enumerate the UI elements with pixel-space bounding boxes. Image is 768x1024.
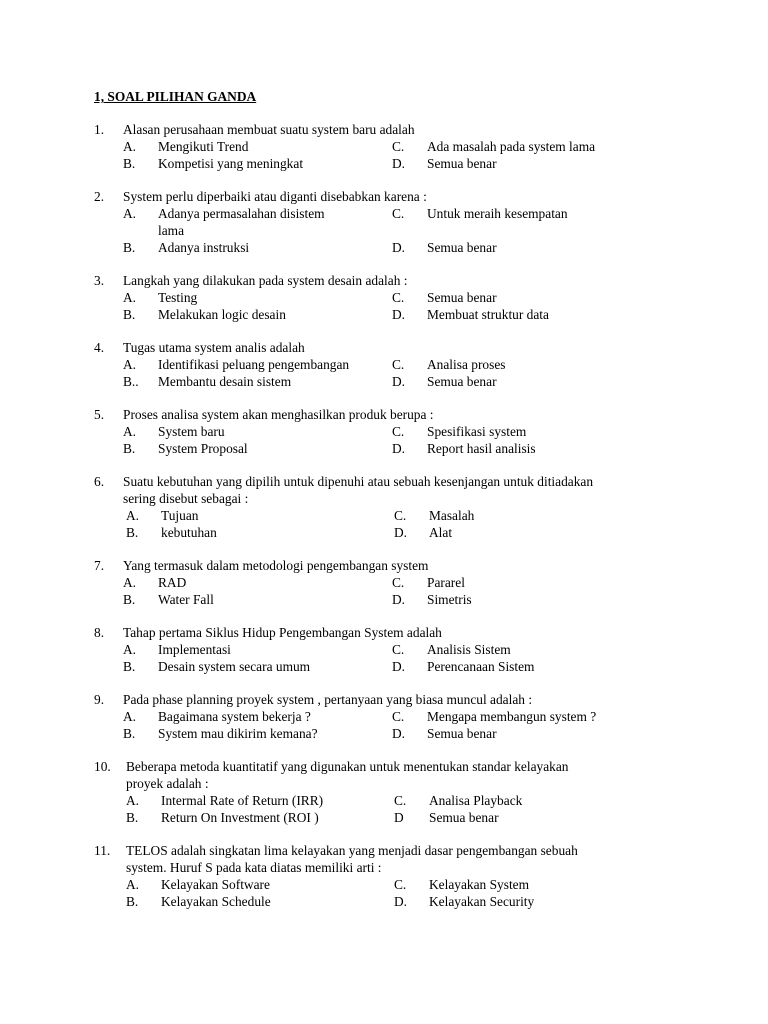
option-a-letter: A. — [123, 357, 137, 372]
option-b-text: System Proposal — [158, 441, 248, 456]
option-d-text: Semua benar — [427, 726, 497, 741]
option-a-letter: A. — [123, 642, 137, 657]
option-c-text: Spesifikasi system — [427, 424, 527, 439]
option-a-text: System baru — [158, 424, 225, 439]
option-a-letter: A. — [126, 793, 140, 808]
question-number: 9. — [94, 692, 105, 707]
option-d-text: Perencanaan Sistem — [427, 659, 535, 674]
option-c-letter: C. — [392, 424, 405, 439]
option-a-letter: A. — [123, 290, 137, 305]
question-text: Proses analisa system akan menghasilkan produk berupa : — [123, 407, 434, 422]
question-text: Tugas utama system analis adalah — [123, 340, 305, 355]
question-text: Langkah yang dilakukan pada system desain adalah : — [123, 273, 408, 288]
question-text-line-2: system. Huruf S pada kata diatas memiliki arti : — [126, 860, 382, 875]
question-number: 3. — [94, 273, 105, 288]
option-d-letter: D. — [392, 374, 406, 389]
option-d-letter: D. — [394, 525, 408, 540]
option-b-letter: B. — [126, 525, 139, 540]
question-text-line-2: sering disebut sebagai : — [123, 491, 249, 506]
question-text-line-2: proyek adalah : — [126, 776, 209, 791]
option-d-text: Semua benar — [427, 374, 497, 389]
option-d-text: Membuat struktur data — [427, 307, 549, 322]
option-d-text: Kelayakan Security — [429, 894, 535, 909]
option-c-text: Untuk meraih kesempatan — [427, 206, 568, 221]
question-text: Yang termasuk dalam metodologi pengembangan system — [123, 558, 429, 573]
option-d-letter: D. — [392, 592, 406, 607]
option-b-text: Return On Investment (ROI ) — [161, 810, 319, 825]
option-a-letter: A. — [123, 709, 137, 724]
option-b-letter: B. — [123, 307, 136, 322]
option-d-text: Semua benar — [427, 156, 497, 171]
option-c-text: Masalah — [429, 508, 475, 523]
option-d-letter: D. — [392, 156, 406, 171]
option-a-text: Intermal Rate of Return (IRR) — [161, 793, 324, 808]
option-a-text: Tujuan — [161, 508, 199, 523]
question-text: Alasan perusahaan membuat suatu system baru adalah — [123, 122, 415, 137]
option-b-letter: B. — [126, 894, 139, 909]
option-a-letter: A. — [123, 424, 137, 439]
option-c-letter: C. — [392, 709, 405, 724]
option-d-letter: D. — [392, 441, 406, 456]
option-b-letter: B. — [126, 810, 139, 825]
option-c-letter: C. — [392, 206, 405, 221]
option-a-letter: A. — [123, 139, 137, 154]
option-c-letter: C. — [392, 290, 405, 305]
question-text: System perlu diperbaiki atau diganti disebabkan karena : — [123, 189, 427, 204]
option-c-letter: C. — [394, 793, 407, 808]
option-c-letter: C. — [392, 357, 405, 372]
option-b-text: Desain system secara umum — [158, 659, 311, 674]
question-text: Tahap pertama Siklus Hidup Pengembangan System adalah — [123, 625, 442, 640]
question-text: Beberapa metoda kuantitatif yang digunakan untuk menentukan standar kelayakan — [126, 759, 569, 774]
question-number: 6. — [94, 474, 105, 489]
option-a-letter: A. — [123, 206, 137, 221]
option-c-letter: C. — [392, 575, 405, 590]
option-b-text: Adanya instruksi — [158, 240, 250, 255]
option-d-text: Report hasil analisis — [427, 441, 536, 456]
option-c-text: Analisa proses — [427, 357, 506, 372]
option-b-letter: B.. — [123, 374, 139, 389]
option-b-text: Membantu desain sistem — [158, 374, 292, 389]
question-number: 10. — [94, 759, 111, 774]
option-b-letter: B. — [123, 441, 136, 456]
question-number: 8. — [94, 625, 105, 640]
option-b-letter: B. — [123, 592, 136, 607]
option-a-letter: A. — [123, 575, 137, 590]
option-d-letter: D. — [392, 726, 406, 741]
question-number: 2. — [94, 189, 105, 204]
option-c-letter: C. — [394, 508, 407, 523]
option-a-text: Bagaimana system bekerja ? — [158, 709, 311, 724]
section-heading: 1, SOAL PILIHAN GANDA — [94, 89, 257, 104]
question-number: 5. — [94, 407, 105, 422]
question-text: TELOS adalah singkatan lima kelayakan yang menjadi dasar pengembangan sebuah — [126, 843, 578, 858]
option-d-letter: D — [394, 810, 404, 825]
question-text: Pada phase planning proyek system , pertanyaan yang biasa muncul adalah : — [123, 692, 533, 707]
option-b-letter: B. — [123, 726, 136, 741]
question-text: Suatu kebutuhan yang dipilih untuk dipenuhi atau sebuah kesenjangan untuk ditiadakan — [123, 474, 594, 489]
option-b-text: Kelayakan Schedule — [161, 894, 271, 909]
question-number: 4. — [94, 340, 105, 355]
option-b-text: kebutuhan — [161, 525, 217, 540]
option-a-text: Identifikasi peluang pengembangan — [158, 357, 350, 372]
option-d-text: Simetris — [427, 592, 472, 607]
option-a-text: Implementasi — [158, 642, 231, 657]
option-c-text: Analisis Sistem — [427, 642, 511, 657]
option-d-letter: D. — [394, 894, 408, 909]
question-number: 11. — [94, 843, 111, 858]
option-a-letter: A. — [126, 877, 140, 892]
option-b-text: Water Fall — [158, 592, 214, 607]
option-b-text: Kompetisi yang meningkat — [158, 156, 304, 171]
option-d-text: Alat — [429, 525, 453, 540]
option-a-text: Mengikuti Trend — [158, 139, 249, 154]
option-a-letter: A. — [126, 508, 140, 523]
option-c-letter: C. — [394, 877, 407, 892]
option-a-text: RAD — [158, 575, 187, 590]
option-d-letter: D. — [392, 307, 406, 322]
option-b-text: Melakukan logic desain — [158, 307, 286, 322]
question-number: 1. — [94, 122, 105, 137]
option-c-text: Pararel — [427, 575, 465, 590]
option-d-letter: D. — [392, 659, 406, 674]
question-number: 7. — [94, 558, 105, 573]
option-c-text: Ada masalah pada system lama — [427, 139, 596, 154]
option-d-text: Semua benar — [427, 240, 497, 255]
option-d-letter: D. — [392, 240, 406, 255]
option-c-text: Semua benar — [427, 290, 497, 305]
option-c-text: Analisa Playback — [429, 793, 523, 808]
option-d-text: Semua benar — [429, 810, 499, 825]
option-a-text: Kelayakan Software — [161, 877, 270, 892]
option-a-text: Adanya permasalahan disistem — [158, 206, 325, 221]
option-b-letter: B. — [123, 240, 136, 255]
option-a-text: Testing — [158, 290, 198, 305]
option-c-text: Kelayakan System — [429, 877, 530, 892]
option-a-text-continued: lama — [158, 223, 185, 238]
option-b-text: System mau dikirim kemana? — [158, 726, 318, 741]
option-c-letter: C. — [392, 139, 405, 154]
option-c-letter: C. — [392, 642, 405, 657]
option-b-letter: B. — [123, 156, 136, 171]
option-c-text: Mengapa membangun system ? — [427, 709, 597, 724]
option-b-letter: B. — [123, 659, 136, 674]
